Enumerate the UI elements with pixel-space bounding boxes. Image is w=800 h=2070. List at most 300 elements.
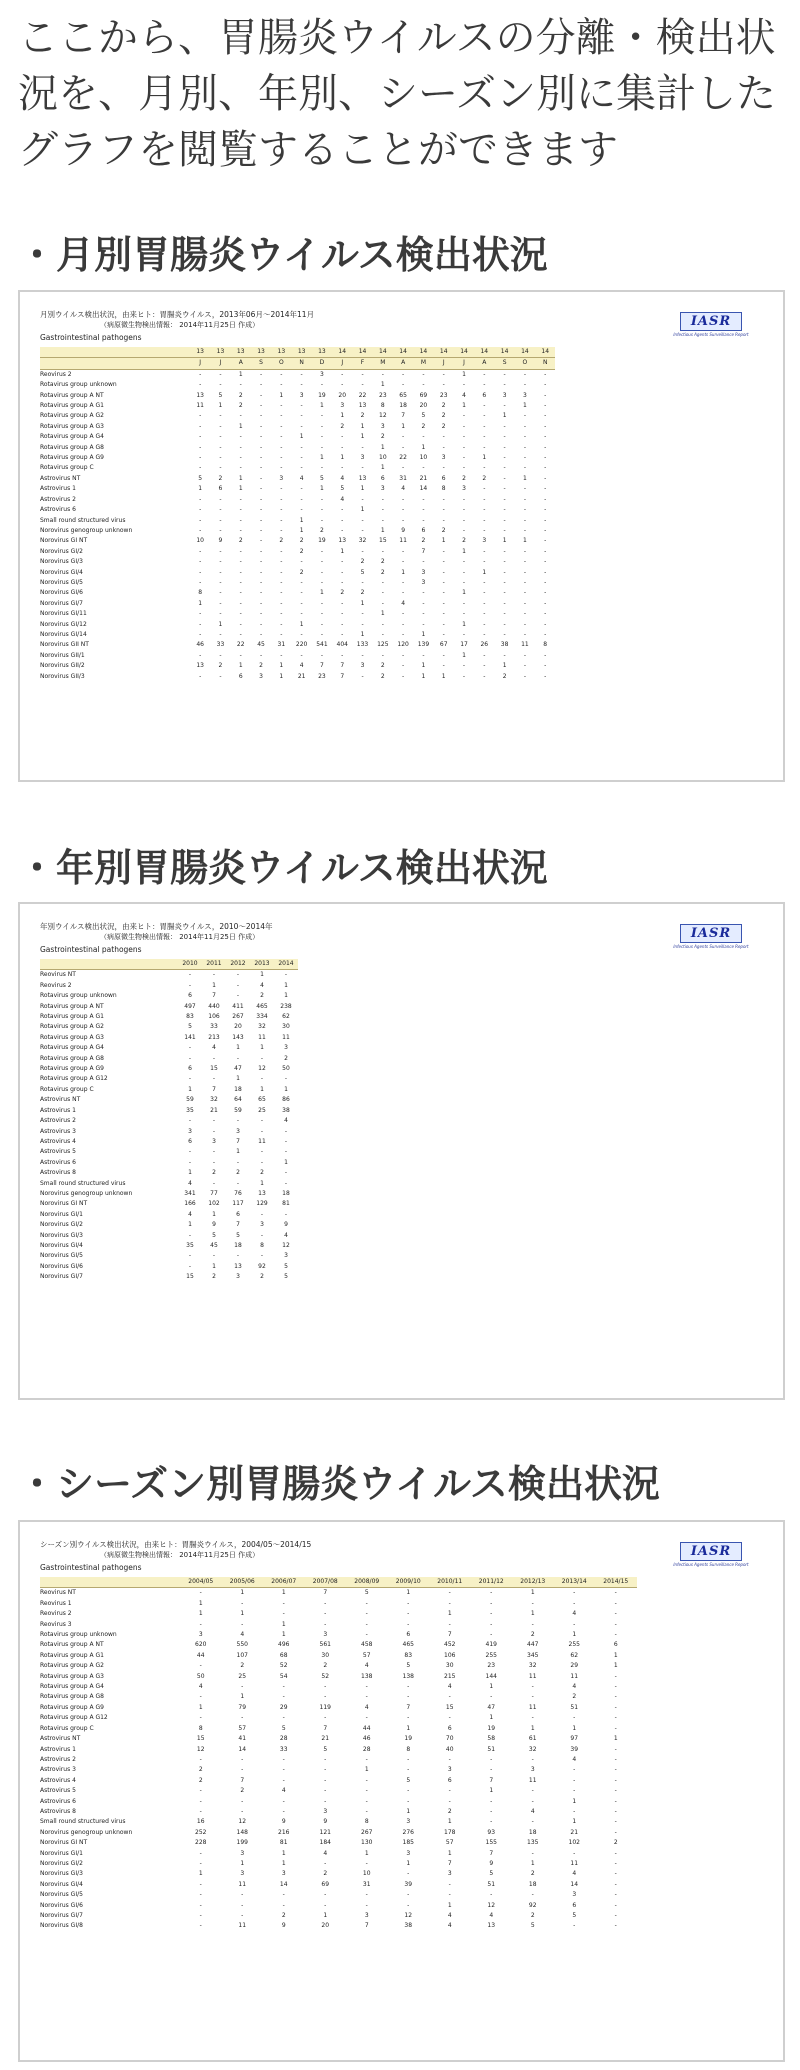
table-cell: - [402, 610, 405, 618]
row-label: Reovirus 1 [40, 1599, 72, 1607]
table-cell: - [407, 1797, 410, 1805]
table-cell: - [241, 1807, 244, 1815]
table-cell: 67 [439, 641, 448, 649]
table-cell: 1 [236, 1075, 240, 1083]
monthly-table-image[interactable] [18, 290, 785, 782]
table-cell: 65 [258, 1096, 266, 1104]
table-cell: 2 [530, 1870, 535, 1878]
table-cell: 1 [281, 1849, 286, 1857]
table-cell: - [280, 589, 283, 597]
table-cell: 2 [441, 402, 446, 410]
table-row [40, 1713, 637, 1723]
table-cell: - [422, 506, 425, 514]
table-cell: 83 [404, 1651, 413, 1659]
row-label: Norovirus GII/1 [40, 651, 85, 659]
table-cell: 1 [218, 402, 223, 410]
table-cell: - [239, 589, 242, 597]
table-cell: - [422, 433, 425, 441]
table-cell: 106 [444, 1651, 456, 1659]
table-cell: - [483, 630, 486, 638]
table-cell: - [544, 443, 547, 451]
table-cell: - [320, 381, 324, 389]
table-cell: 411 [232, 1002, 244, 1010]
table-cell: - [300, 630, 303, 638]
table-cell: 2 [238, 537, 243, 545]
table-cell: - [341, 620, 344, 628]
table-cell: - [300, 558, 303, 566]
table-row [40, 1651, 637, 1661]
table-row [40, 1085, 298, 1095]
table-cell: 1 [482, 454, 487, 462]
table-cell: 1 [502, 662, 507, 670]
table-cell: 1 [238, 662, 243, 670]
table-cell: 213 [208, 1033, 220, 1041]
table-cell: - [422, 599, 425, 607]
table-cell: 252 [195, 1828, 207, 1836]
column-header: J [210, 358, 230, 369]
column-header: J [190, 358, 210, 369]
column-header: 2010/11 [429, 1577, 471, 1588]
table-cell: 1 [522, 402, 527, 410]
table-cell: - [212, 1054, 216, 1062]
row-label: Astrovirus 6 [40, 506, 76, 514]
table-cell: 46 [362, 1735, 371, 1743]
row-label: Norovirus GI/7 [40, 1912, 83, 1919]
table-cell: 11 [521, 641, 529, 649]
column-header: 2008/09 [346, 1577, 388, 1588]
table-row [40, 620, 555, 630]
table-cell: 2 [530, 1631, 535, 1639]
table-cell: - [320, 630, 324, 638]
table-cell: - [239, 558, 242, 566]
table-cell: - [614, 1922, 617, 1930]
table-cell: 3 [323, 1807, 328, 1815]
table-cell: - [365, 1807, 368, 1815]
table-cell: - [260, 1210, 264, 1218]
table-cell: - [544, 516, 547, 524]
table-cell: - [381, 651, 384, 659]
column-header: D [312, 358, 332, 369]
table-cell: 4 [530, 1807, 535, 1815]
table-cell: - [239, 381, 242, 389]
table-row [40, 505, 555, 515]
table-cell: - [402, 516, 405, 524]
row-label: Norovirus GI/3 [40, 1231, 83, 1239]
table-cell: 8 [543, 641, 548, 649]
table-cell: - [239, 506, 242, 514]
table-cell: 28 [279, 1735, 288, 1743]
table-cell: - [199, 1797, 202, 1805]
table-cell: - [483, 578, 486, 586]
table-cell: 81 [282, 1200, 290, 1208]
table-cell: 215 [444, 1672, 456, 1680]
table-cell: - [280, 578, 283, 586]
table-cell: 1 [447, 1610, 452, 1618]
table-row [40, 1002, 298, 1012]
table-cell: 3 [502, 391, 507, 399]
column-header: 2004/05 [180, 1577, 222, 1588]
table-cell: 1 [279, 662, 284, 670]
season-table-image[interactable] [18, 1520, 785, 2062]
row-label: Rotavirus group A G4 [40, 433, 104, 441]
table-cell: 2 [212, 1169, 216, 1177]
table-cell: - [442, 370, 445, 378]
table-cell: 15 [445, 1703, 454, 1711]
row-label: Astrovirus 4 [40, 1137, 76, 1145]
table-cell: 1 [421, 443, 426, 451]
table-cell: - [199, 1912, 202, 1919]
column-header: 14 [494, 347, 514, 358]
table-cell: 9 [212, 1221, 216, 1229]
table-cell: 1 [299, 433, 304, 441]
column-header: 2014/15 [595, 1577, 637, 1588]
table-cell: - [442, 599, 445, 607]
table-cell: 3 [421, 578, 426, 586]
table-cell: 4 [447, 1912, 452, 1919]
table-cell: - [523, 506, 526, 514]
table-cell: 1 [236, 1148, 240, 1156]
table-cell: 267 [361, 1828, 373, 1836]
table-cell: 5 [188, 1023, 192, 1031]
table-cell: - [523, 443, 526, 451]
table-cell: 1 [284, 981, 288, 989]
table-cell: - [407, 1693, 410, 1701]
table-cell: 1 [360, 506, 365, 514]
table-cell: 496 [278, 1641, 290, 1649]
table-cell: 155 [485, 1839, 497, 1847]
table-cell: - [462, 568, 466, 576]
table-cell: 92 [258, 1262, 266, 1270]
table-cell: - [402, 495, 405, 503]
table-cell: 1 [284, 992, 288, 1000]
table-cell: - [241, 1766, 244, 1774]
column-header: 2012 [226, 959, 250, 970]
table-cell: 6 [218, 485, 223, 493]
table-cell: 20 [321, 1922, 330, 1930]
table-cell: - [614, 1620, 617, 1628]
table-cell: - [320, 495, 324, 503]
table-cell: - [236, 1252, 240, 1260]
header-row [40, 358, 555, 369]
table-cell: - [260, 1075, 264, 1083]
table-cell: - [483, 443, 486, 451]
table-cell: - [199, 433, 202, 441]
table-row [40, 495, 555, 505]
table-cell: - [614, 1912, 617, 1919]
table-cell: - [503, 516, 506, 524]
table-cell: - [402, 506, 405, 514]
table-cell: - [239, 547, 242, 555]
table-cell: - [407, 1714, 410, 1722]
table-cell: - [422, 558, 425, 566]
table-cell: 18 [234, 1241, 242, 1249]
row-label: Astrovirus NT [40, 1096, 81, 1104]
table-cell: - [544, 381, 547, 389]
table-cell: 5 [281, 1724, 286, 1732]
table-cell: - [531, 1755, 534, 1763]
column-header: 2006/07 [263, 1577, 305, 1588]
table-cell: 2 [380, 672, 385, 680]
row-label: Small round structured virus [40, 1818, 126, 1826]
table-cell: 97 [570, 1735, 579, 1743]
table-cell: - [544, 547, 547, 555]
iasr-logo: IASR Infectious Agents Surveillance Report [673, 314, 749, 337]
row-label: Rotavirus group A NT [40, 391, 104, 399]
table-cell: 620 [195, 1641, 207, 1649]
table-cell: 7 [236, 1221, 240, 1229]
table-cell: 1 [364, 1849, 369, 1857]
table-cell: - [365, 1797, 368, 1805]
table-cell: - [259, 599, 263, 607]
row-label: Astrovirus 3 [40, 1766, 76, 1774]
row-label: Norovirus GI/2 [40, 1221, 83, 1229]
table-cell: - [361, 526, 364, 534]
table-cell: - [503, 630, 506, 638]
table-cell: 1 [462, 547, 466, 555]
table-cell: - [199, 506, 202, 514]
table-cell: 14 [279, 1880, 288, 1888]
table-cell: 4 [188, 1179, 192, 1187]
table-cell: - [282, 1599, 285, 1607]
column-header: 14 [535, 347, 555, 358]
table-cell: - [462, 443, 466, 451]
table-cell: - [503, 464, 506, 472]
table-cell: 52 [321, 1672, 330, 1680]
table-cell: 7 [406, 1703, 411, 1711]
table-cell: 11 [238, 1880, 247, 1888]
table-cell: 44 [196, 1651, 205, 1659]
table-cell: 1 [380, 526, 385, 534]
table-cell: 3 [572, 1891, 577, 1899]
table-cell: 3 [406, 1849, 411, 1857]
table-cell: - [422, 381, 425, 389]
table-cell: - [324, 1620, 327, 1628]
table-cell: 57 [445, 1839, 454, 1847]
table-cell: - [462, 454, 466, 462]
table-cell: - [544, 630, 547, 638]
table-cell: - [241, 1714, 244, 1722]
table-cell: - [259, 433, 263, 441]
table-cell: - [341, 558, 344, 566]
table-cell: - [188, 1158, 192, 1166]
table-cell: 15 [379, 537, 387, 545]
table-cell: 5 [236, 1231, 240, 1239]
row-label: Astrovirus NT [40, 474, 81, 482]
table-cell: 18 [234, 1085, 242, 1093]
table-cell: - [259, 651, 263, 659]
header-row [40, 347, 555, 358]
table-cell: - [259, 578, 263, 586]
table-cell: - [544, 454, 547, 462]
table-cell: 33 [216, 641, 225, 649]
column-header: O [271, 358, 291, 369]
table-cell: 334 [256, 1013, 268, 1021]
table-row [40, 970, 298, 981]
table-cell: 51 [487, 1880, 496, 1888]
table-cell: - [523, 381, 526, 389]
table-cell: 6 [406, 1631, 411, 1639]
row-label: Norovirus GII/2 [40, 662, 85, 670]
table-cell: - [260, 1117, 264, 1125]
table-cell: - [259, 558, 263, 566]
table-cell: 121 [319, 1828, 331, 1836]
table-cell: 2 [502, 672, 507, 680]
yearly-table-image[interactable] [18, 902, 785, 1400]
table-cell: 13 [358, 402, 367, 410]
table-row [40, 1127, 298, 1137]
table-row [40, 609, 555, 619]
table-cell: - [503, 370, 506, 378]
table-cell: - [199, 1662, 202, 1670]
table-cell: 1 [340, 412, 345, 420]
table-cell: - [523, 558, 526, 566]
table-cell: 7 [320, 662, 324, 670]
table-cell: 1 [421, 630, 426, 638]
table-cell: - [614, 1755, 617, 1763]
table-cell: 238 [280, 1002, 292, 1010]
table-cell: - [365, 1859, 368, 1867]
table-cell: - [573, 1766, 576, 1774]
table-cell: - [462, 464, 466, 472]
table-row [40, 526, 555, 536]
table-cell: 2 [462, 537, 466, 545]
table-cell: 2 [260, 1169, 264, 1177]
table-cell: 15 [186, 1273, 194, 1281]
table-row [40, 422, 555, 432]
table-cell: - [365, 1901, 368, 1909]
table-cell: 1 [198, 1599, 203, 1607]
table-cell: - [259, 370, 263, 378]
table-row [40, 651, 555, 661]
table-cell: 31 [277, 641, 286, 649]
table-cell: - [259, 495, 263, 503]
table-cell: - [544, 412, 547, 420]
table-cell: 86 [282, 1096, 290, 1104]
row-label: Norovirus GI/3 [40, 1870, 83, 1878]
table-cell: - [462, 412, 466, 420]
table-cell: 3 [522, 391, 527, 399]
table-row [40, 1880, 637, 1890]
virus-table [40, 959, 298, 1283]
table-cell: 8 [198, 589, 203, 597]
table-cell: - [614, 1776, 617, 1784]
table-cell: - [490, 1755, 493, 1763]
column-header: 2011 [202, 959, 226, 970]
table-row [40, 380, 555, 390]
table-cell: 15 [196, 1735, 205, 1743]
table-cell: 138 [361, 1672, 373, 1680]
table-cell: 1 [279, 672, 284, 680]
table-row [40, 1640, 637, 1650]
table-cell: 1 [401, 568, 406, 576]
table-cell: - [199, 630, 202, 638]
table-row [40, 1022, 298, 1032]
table-cell: - [402, 672, 405, 680]
table-cell: - [402, 630, 405, 638]
table-cell: - [422, 610, 425, 618]
table-cell: - [544, 485, 547, 493]
table-cell: - [523, 516, 526, 524]
table-row [40, 1911, 637, 1921]
table-cell: 1 [360, 630, 365, 638]
table-cell: - [219, 443, 222, 451]
table-cell: 13 [196, 391, 204, 399]
table-cell: 1 [299, 620, 304, 628]
table-cell: - [361, 610, 364, 618]
table-cell: - [341, 464, 344, 472]
table-cell: - [381, 620, 384, 628]
table-cell: 76 [234, 1189, 242, 1197]
table-cell: 135 [527, 1839, 539, 1847]
table-row [40, 599, 555, 609]
table-cell: - [544, 433, 547, 441]
table-cell: - [284, 1169, 288, 1177]
table-cell: - [523, 370, 526, 378]
table-cell: 57 [238, 1724, 247, 1732]
table-cell: 45 [257, 641, 265, 649]
table-cell: - [361, 578, 364, 586]
table-row [40, 1210, 298, 1220]
table-cell: - [199, 1891, 202, 1899]
table-cell: 184 [319, 1839, 331, 1847]
table-cell: - [503, 443, 506, 451]
table-cell: 1 [364, 1766, 369, 1774]
table-cell: 1 [380, 443, 385, 451]
table-cell: 33 [279, 1745, 288, 1753]
table-cell: - [544, 672, 547, 680]
table-cell: - [503, 485, 506, 493]
table-cell: 267 [232, 1013, 244, 1021]
table-cell: 4 [281, 1787, 286, 1795]
column-header: 2007/08 [305, 1577, 347, 1588]
table-cell: 2 [447, 1807, 452, 1815]
table-cell: - [523, 599, 526, 607]
table-cell: 3 [236, 1273, 240, 1281]
table-cell: 1 [260, 971, 264, 979]
table-cell: 199 [236, 1839, 248, 1847]
table-cell: - [573, 1807, 576, 1815]
table-cell: - [219, 464, 222, 472]
table-row [40, 1043, 298, 1053]
table-cell: 3 [447, 1766, 452, 1774]
table-row [40, 1189, 298, 1199]
table-cell: - [341, 506, 344, 514]
doc-group-label: Gastrointestinal pathogens [40, 1563, 142, 1572]
table-cell: - [544, 610, 547, 618]
table-cell: - [503, 506, 506, 514]
table-cell: - [462, 672, 466, 680]
table-cell: - [300, 412, 303, 420]
table-cell: 9 [323, 1818, 328, 1826]
row-label: Norovirus GI/6 [40, 1901, 83, 1909]
table-cell: 3 [462, 485, 466, 493]
column-header: 2010 [178, 959, 202, 970]
table-cell: - [199, 516, 202, 524]
table-cell: - [407, 1901, 410, 1909]
table-cell: 3 [441, 454, 446, 462]
table-row [40, 453, 555, 463]
table-cell: - [483, 381, 486, 389]
column-header: 13 [210, 347, 230, 358]
row-label: Astrovirus 2 [40, 1755, 76, 1763]
table-cell: 22 [358, 391, 367, 399]
table-cell: - [219, 651, 222, 659]
table-cell: - [402, 381, 405, 389]
table-row [40, 1620, 637, 1630]
table-cell: - [422, 516, 425, 524]
table-cell: 404 [336, 641, 348, 649]
column-header: 2014 [274, 959, 298, 970]
